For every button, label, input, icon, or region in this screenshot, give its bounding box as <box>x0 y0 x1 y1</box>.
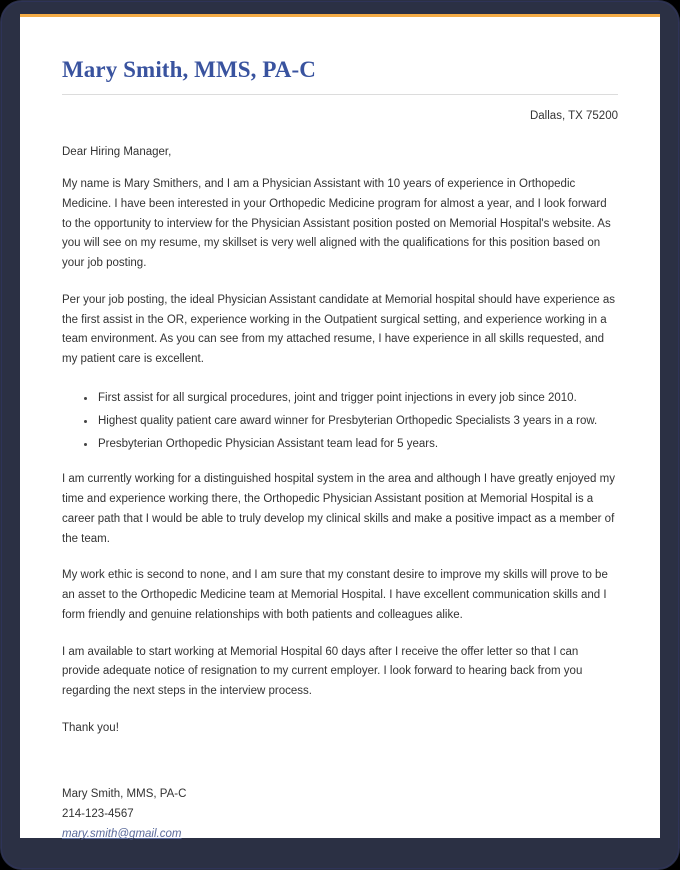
sender-location: Dallas, TX 75200 <box>529 110 618 122</box>
signature-phone: 214-123-4567 <box>62 807 134 820</box>
qualifications-list <box>62 390 618 453</box>
letter-content <box>20 45 660 845</box>
closing-line: Thank you! <box>62 721 119 734</box>
signature-email-link[interactable]: mary.smith@gmail.com <box>62 828 182 841</box>
page-title: Mary Smith, MMS, PA-C <box>62 57 316 82</box>
list-item: Presbyterian Orthopedic Physician Assistant team lead for 5 years. <box>84 436 618 454</box>
body-paragraph: My name is Mary Smithers, and I am a Physician Assistant with 10 years of experience in Orthopedic Medicine. I have been interested in your Orthopedic Medicine program for almost a year, and I look forward to the opportunity to interview for the Physician Assistant position posted on Memorial Hospital's website. As you will see on my resume, my skillset is very well aligned with the qualifications for this position based on your job posting. <box>62 178 611 270</box>
body-paragraph: My work ethic is second to none, and I am sure that my constant desire to improve my skills will prove to be an asset to the Orthopedic Medicine team at Memorial Hospital. I have excellent communication skills and I form friendly and genuine relationships with both patients and colleagues alike. <box>62 569 608 621</box>
list-item: Highest quality patient care award winner for Presbyterian Orthopedic Specialists 3 years in a row. <box>84 413 618 431</box>
salutation: Dear Hiring Manager, <box>62 146 172 158</box>
signature-name: Mary Smith, MMS, PA-C <box>62 787 187 800</box>
signature-block <box>62 785 618 845</box>
body-paragraph: I am currently working for a distinguished hospital system in the area and although I have greatly enjoyed my time and experience working there, the Orthopedic Physician Assistant position at Memorial Hospital is a career path that I would be able to truly develop my clinical skills and make a positive impact as a member of the team. <box>62 473 615 545</box>
body-paragraph: Per your job posting, the ideal Physician Assistant candidate at Memorial hospital should have experience as the first assist in the OR, experience working in the Outpatient surgical setting, and experience working in a team environment. As you can see from my attached resume, I have experience in all skills requested, and my patient care is excellent. <box>62 293 615 366</box>
list-item: First assist for all surgical procedures, joint and trigger point injections in every job since 2010. <box>84 390 618 408</box>
header-divider <box>62 94 618 95</box>
letter-page <box>20 17 660 841</box>
body-paragraph: I am available to start working at Memorial Hospital 60 days after I receive the offer letter so that I can provide adequate notice of resignation to my current employer. I look forward to hearing back from you regarding the next steps in the interview process. <box>62 645 583 698</box>
